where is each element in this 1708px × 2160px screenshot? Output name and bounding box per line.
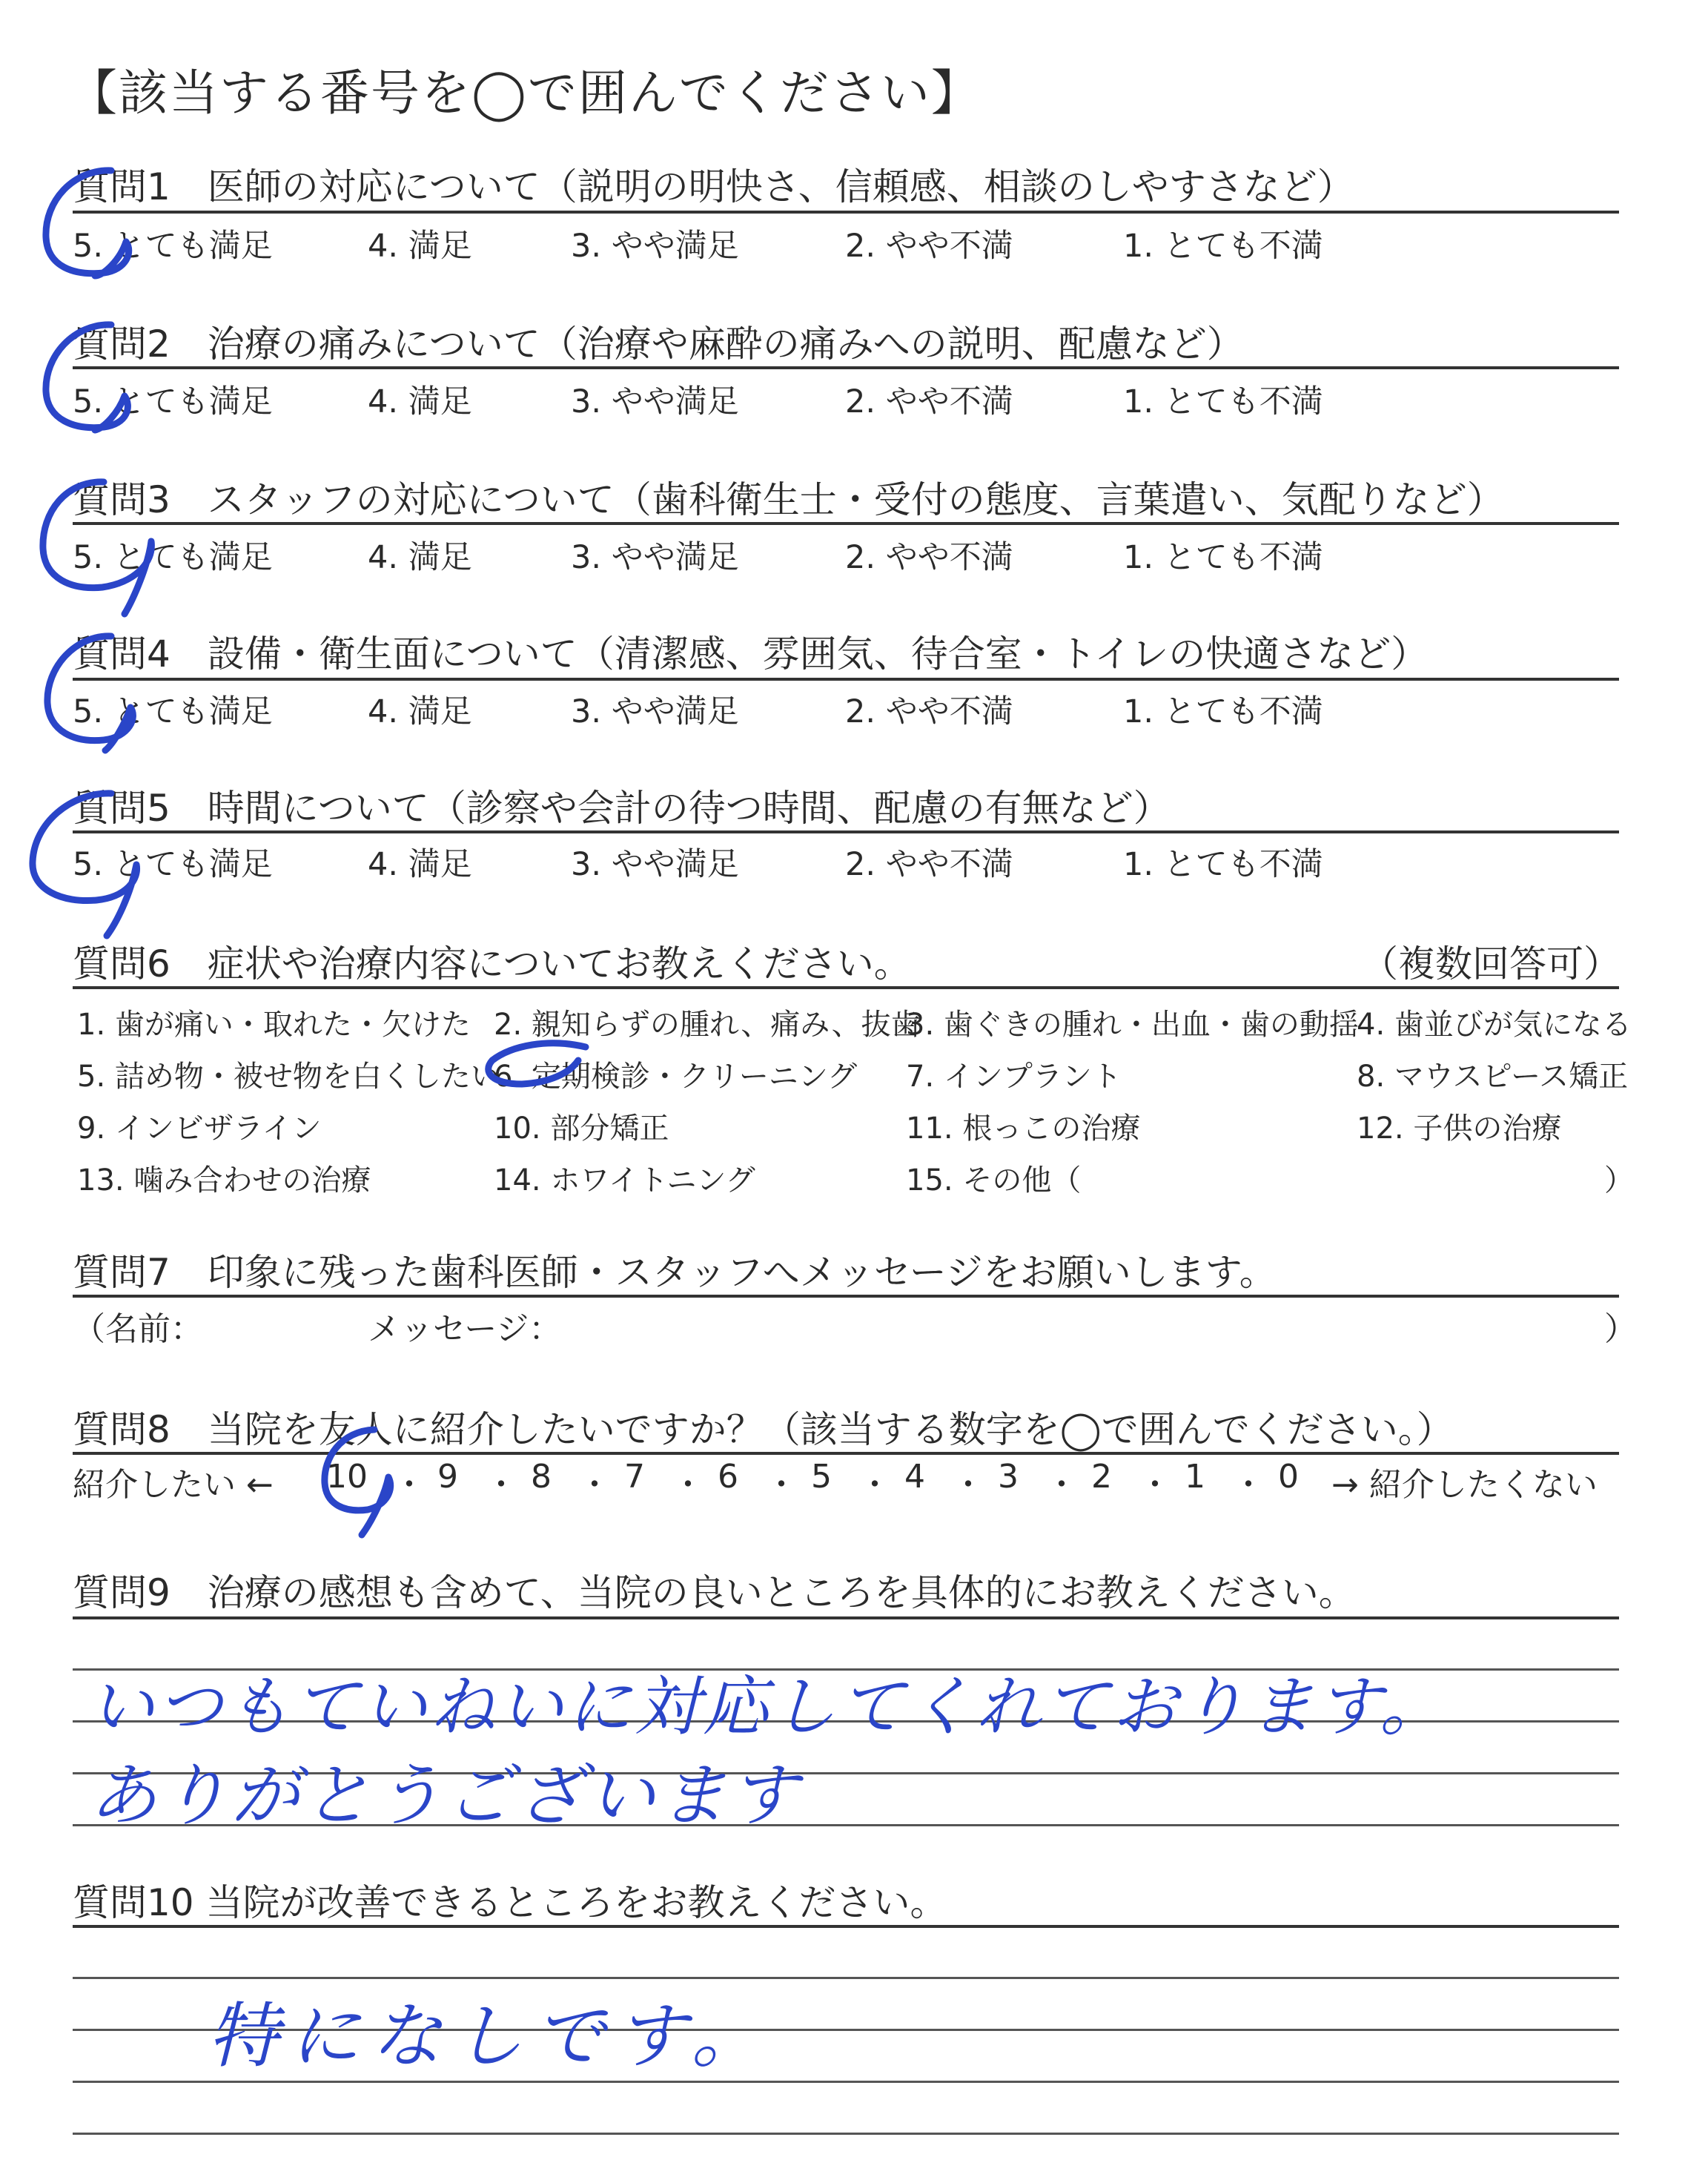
q4-option-4[interactable]: 4. 満足 <box>368 693 472 730</box>
q7-title: 質問7 印象に残った歯科医師・スタッフへメッセージをお願いします。 <box>73 1251 1277 1294</box>
q8-sep: ・ <box>1232 1466 1265 1504</box>
q5-option-3[interactable]: 3. やや満足 <box>571 846 739 883</box>
q6-option-5[interactable]: 5. 詰め物・被せ物を白くしたい <box>77 1060 500 1094</box>
q3-title: 質問3 スタッフの対応について（歯科衛生士・受付の態度、言葉遣い、気配りなど） <box>73 478 1504 521</box>
q8-score-2[interactable]: 2 <box>1091 1458 1112 1496</box>
q2-option-2[interactable]: 2. やや不満 <box>845 383 1013 420</box>
q8-right-label: → 紹介したくない <box>1331 1466 1598 1504</box>
q6-option-11[interactable]: 11. 根っこの治療 <box>906 1112 1141 1146</box>
q1-option-5[interactable]: 5. とても満足 <box>73 228 273 265</box>
q5-option-1[interactable]: 1. とても不満 <box>1123 846 1323 883</box>
q8-score-6[interactable]: 6 <box>718 1458 738 1496</box>
q6-option-12[interactable]: 12. 子供の治療 <box>1357 1112 1562 1146</box>
q8-sep: ・ <box>765 1466 798 1504</box>
q8-sep: ・ <box>393 1466 426 1504</box>
q3-rule <box>73 522 1619 525</box>
q5-option-5[interactable]: 5. とても満足 <box>73 846 273 883</box>
q7-close-paren: ） <box>1604 1310 1637 1348</box>
q6-title: 質問6 症状や治療内容についてお教えください。 <box>73 942 911 985</box>
q6-option-7[interactable]: 7. インプラント <box>906 1060 1122 1094</box>
q6-option-1[interactable]: 1. 歯が痛い・取れた・欠けた <box>77 1008 471 1042</box>
q2-option-3[interactable]: 3. やや満足 <box>571 383 739 420</box>
q10-title: 質問10 当院が改善できるところをお教えください。 <box>73 1881 947 1924</box>
q8-score-5[interactable]: 5 <box>811 1458 832 1496</box>
q2-option-1[interactable]: 1. とても不満 <box>1123 383 1323 420</box>
q8-sep: ・ <box>672 1466 704 1504</box>
q1-option-1[interactable]: 1. とても不満 <box>1123 228 1323 265</box>
q8-title: 質問8 当院を友人に紹介したいですか？（該当する数字を◯で囲んでください。） <box>73 1408 1454 1451</box>
q6-option-6[interactable]: 6. 定期検診・クリーニング <box>494 1060 858 1094</box>
q2-option-5[interactable]: 5. とても満足 <box>73 383 273 420</box>
q5-option-4[interactable]: 4. 満足 <box>368 846 472 883</box>
q4-option-5[interactable]: 5. とても満足 <box>73 693 273 730</box>
q6-option-2[interactable]: 2. 親知らずの腫れ、痛み、抜歯 <box>494 1008 921 1042</box>
q6-option-4[interactable]: 4. 歯並びが気になる <box>1357 1008 1632 1042</box>
q2-option-4[interactable]: 4. 満足 <box>368 383 472 420</box>
q4-title: 質問4 設備・衛生面について（清潔感、雰囲気、待合室・トイレの快適さなど） <box>73 633 1429 676</box>
survey-instruction: 【該当する番号を◯で囲んでください】 <box>68 65 982 122</box>
q6-rule <box>73 986 1619 989</box>
q8-score-0[interactable]: 0 <box>1278 1458 1299 1496</box>
q3-option-5[interactable]: 5. とても満足 <box>73 539 273 576</box>
q1-option-4[interactable]: 4. 満足 <box>368 228 472 265</box>
q8-sep: ・ <box>485 1466 517 1504</box>
q5-title: 質問5 時間について（診察や会計の待つ時間、配慮の有無など） <box>73 787 1171 830</box>
q1-option-2[interactable]: 2. やや不満 <box>845 228 1013 265</box>
q6-other-close-paren: ） <box>1604 1163 1634 1198</box>
q9-handwritten-answer-line-1: いつもていねいに対応してくれております。 <box>89 1668 1448 1745</box>
q10-handwritten-answer: 特になしです。 <box>208 1995 773 2078</box>
q6-option-10[interactable]: 10. 部分矯正 <box>494 1112 669 1146</box>
q7-message-label: メッセージ： <box>368 1310 562 1348</box>
q9-handwritten-answer-line-2: ありがとうございます <box>89 1756 801 1835</box>
q3-option-4[interactable]: 4. 満足 <box>368 539 472 576</box>
q6-option-14[interactable]: 14. ホワイトニング <box>494 1163 755 1198</box>
q8-score-7[interactable]: 7 <box>624 1458 645 1496</box>
q7-name-label: （名前： <box>73 1310 203 1348</box>
q4-option-3[interactable]: 3. やや満足 <box>571 693 739 730</box>
q8-score-1[interactable]: 1 <box>1185 1458 1205 1496</box>
q8-sep: ・ <box>952 1466 984 1504</box>
q5-option-2[interactable]: 2. やや不満 <box>845 846 1013 883</box>
q3-option-2[interactable]: 2. やや不満 <box>845 539 1013 576</box>
q8-score-3[interactable]: 3 <box>998 1458 1019 1496</box>
q3-option-3[interactable]: 3. やや満足 <box>571 539 739 576</box>
q6-note: （複数回答可） <box>1361 942 1621 985</box>
q4-option-2[interactable]: 2. やや不満 <box>845 693 1013 730</box>
q1-option-3[interactable]: 3. やや満足 <box>571 228 739 265</box>
q8-sep: ・ <box>1139 1466 1171 1504</box>
q10-rule <box>73 1925 1619 1928</box>
q8-sep: ・ <box>858 1466 891 1504</box>
q8-sep: ・ <box>578 1466 611 1504</box>
q1-title: 質問1 医師の対応について（説明の明快さ、信頼感、相談のしやすさなど） <box>73 165 1354 208</box>
q6-option-9[interactable]: 9. インビザライン <box>77 1112 322 1146</box>
q4-option-1[interactable]: 1. とても不満 <box>1123 693 1323 730</box>
q10-answer-line <box>73 1977 1619 1979</box>
q4-rule <box>73 678 1619 681</box>
q8-sep: ・ <box>1045 1466 1078 1504</box>
q6-option-15[interactable]: 15. その他（ <box>906 1163 1082 1198</box>
q1-rule <box>73 211 1619 214</box>
q3-option-1[interactable]: 1. とても不満 <box>1123 539 1323 576</box>
q5-rule <box>73 830 1619 833</box>
q9-title: 質問9 治療の感想も含めて、当院の良いところを具体的にお教えください。 <box>73 1571 1356 1614</box>
q6-option-13[interactable]: 13. 噛み合わせの治療 <box>77 1163 371 1198</box>
q8-score-8[interactable]: 8 <box>531 1458 552 1496</box>
q8-score-9[interactable]: 9 <box>437 1458 458 1496</box>
q6-option-8[interactable]: 8. マウスピース矯正 <box>1357 1060 1629 1094</box>
q9-rule <box>73 1616 1619 1619</box>
q8-left-label: 紹介したい ← <box>73 1466 274 1504</box>
q2-title: 質問2 治療の痛みについて（治療や麻酔の痛みへの説明、配慮など） <box>73 323 1244 366</box>
q10-answer-line <box>73 2133 1619 2135</box>
q2-rule <box>73 366 1619 369</box>
q6-option-3[interactable]: 3. 歯ぐきの腫れ・出血・歯の動揺 <box>906 1008 1359 1042</box>
q7-rule <box>73 1295 1619 1298</box>
q8-score-4[interactable]: 4 <box>904 1458 925 1496</box>
q8-score-10[interactable]: 10 <box>326 1458 368 1496</box>
q8-rule <box>73 1452 1619 1455</box>
